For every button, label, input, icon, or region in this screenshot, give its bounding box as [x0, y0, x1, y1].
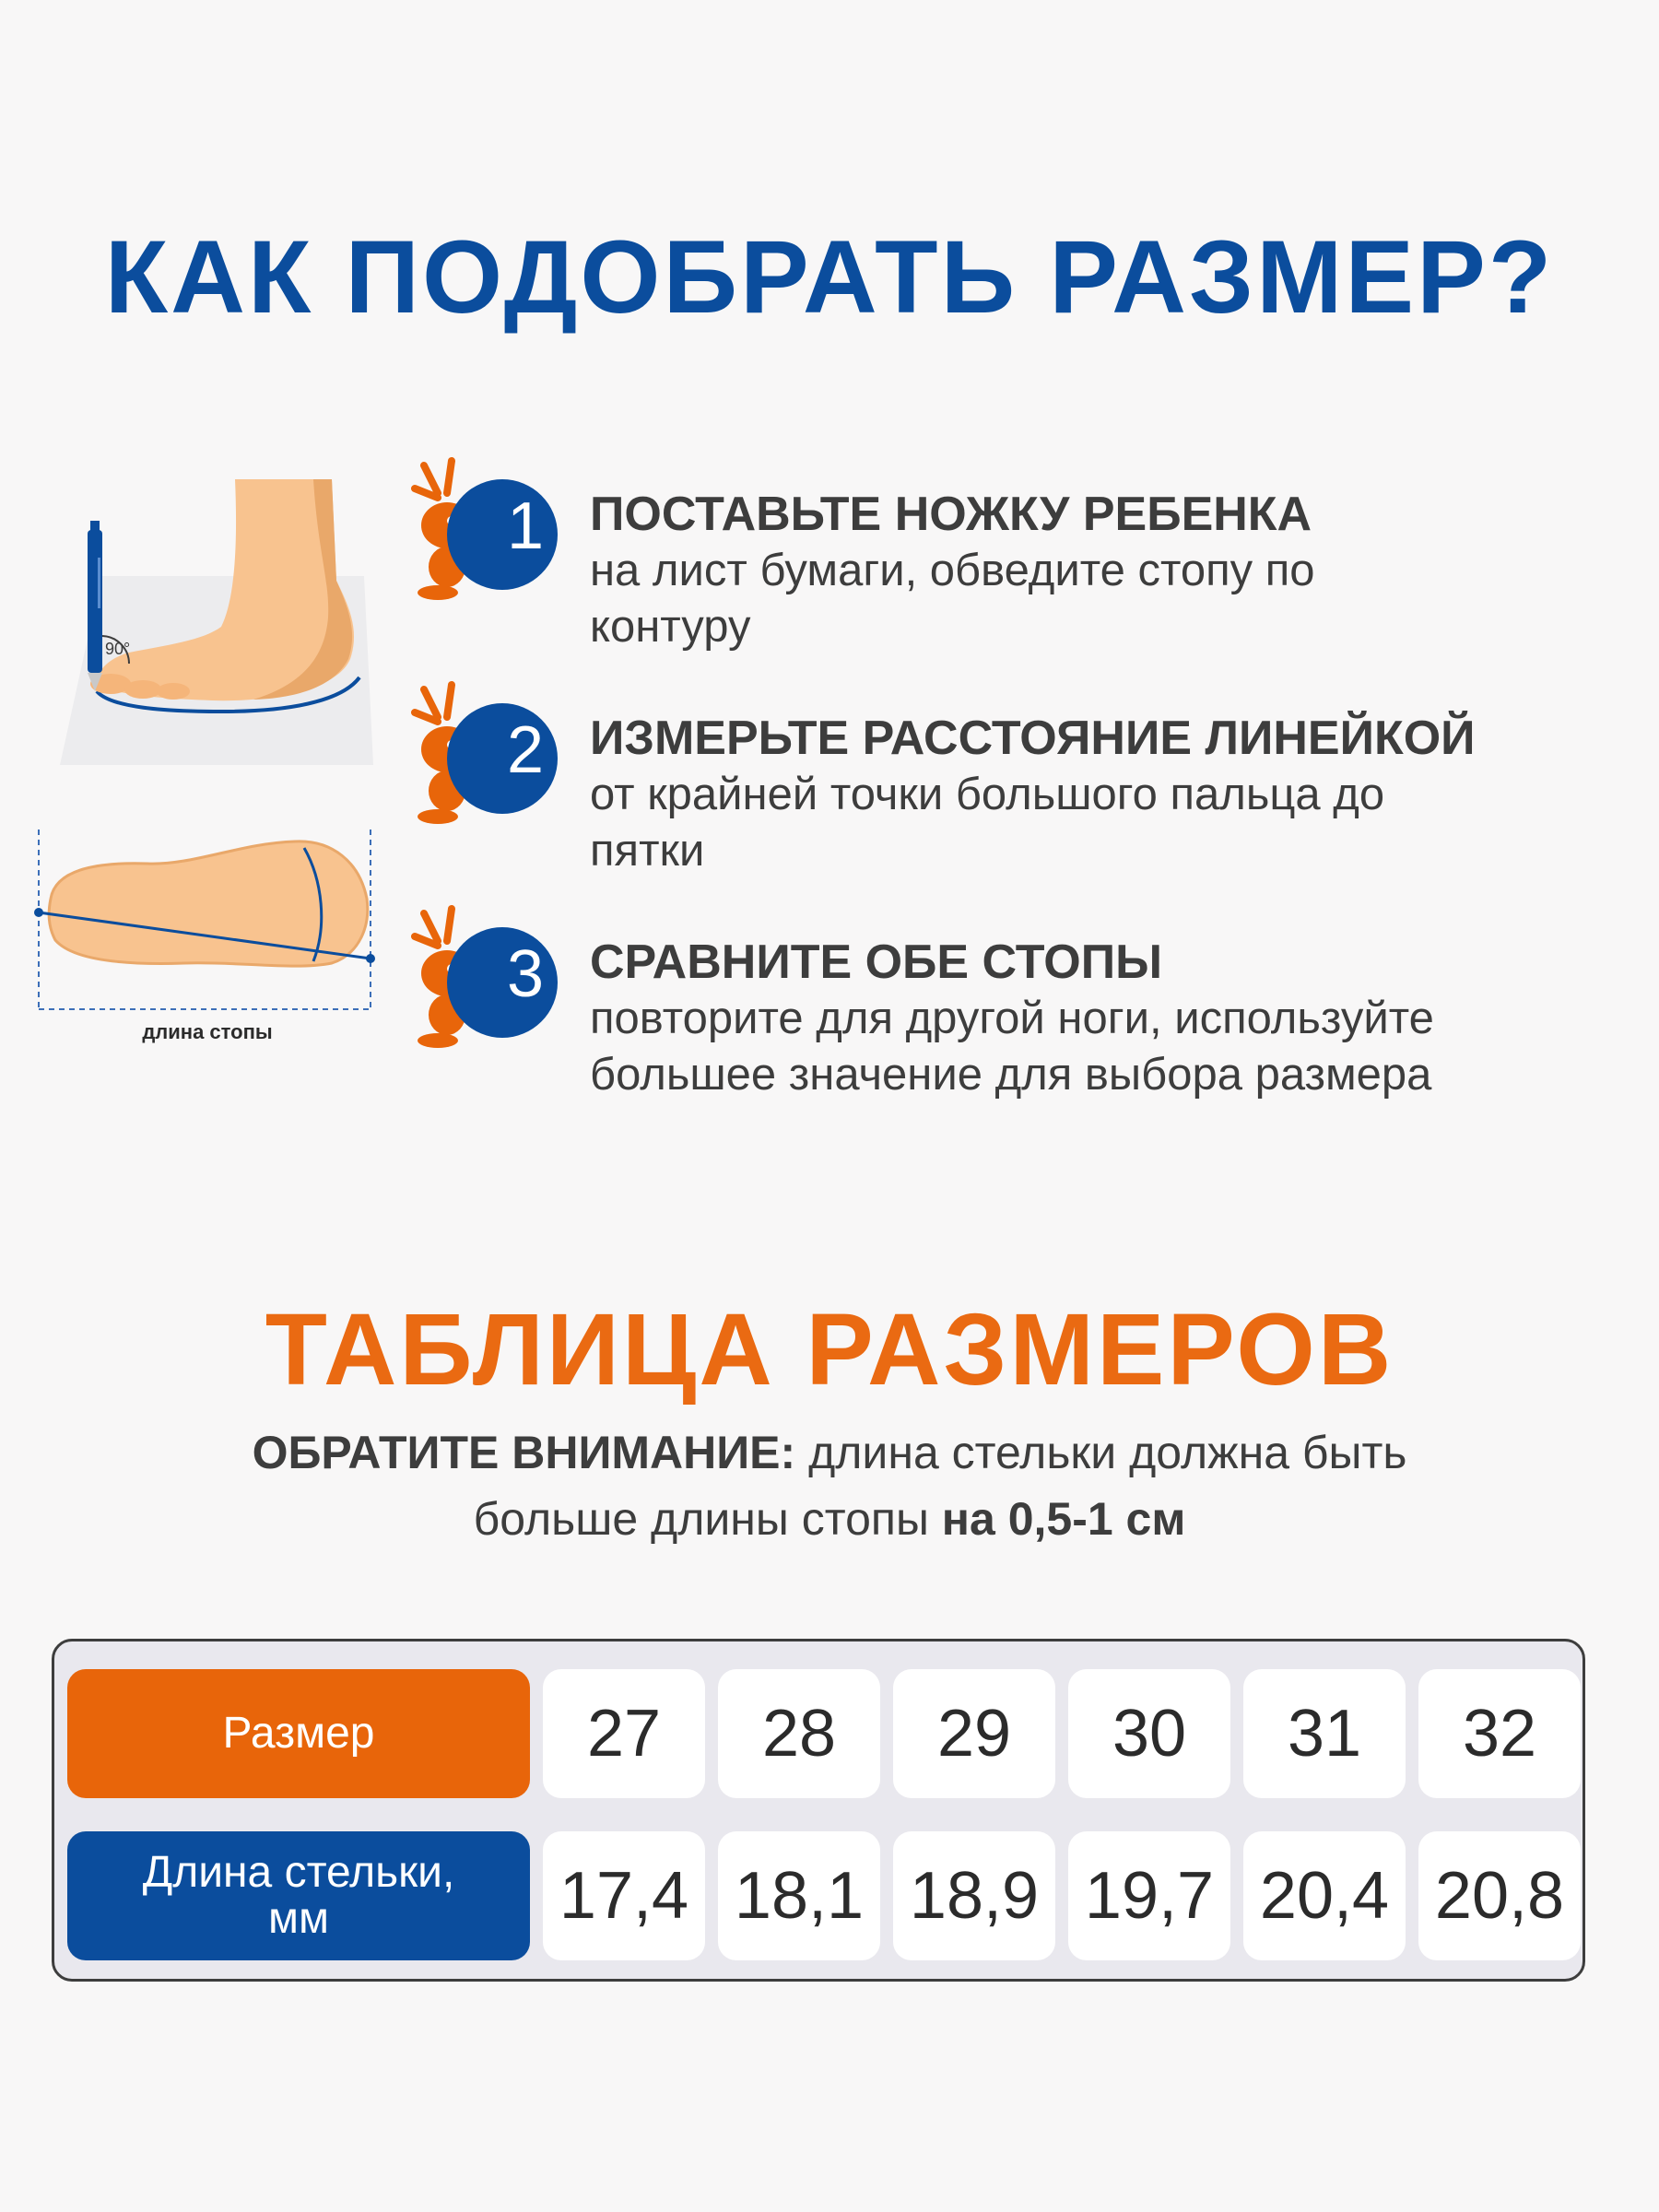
- step-number: 2: [506, 713, 545, 787]
- size-cell: 32: [1418, 1669, 1581, 1798]
- foot-length-illustration: [28, 825, 387, 1046]
- size-row-label: [67, 1669, 530, 1798]
- length-label-line1: Длина стельки,: [142, 1848, 455, 1897]
- step-title: ПОСТАВЬТЕ НОЖКУ РЕБЕНКА: [590, 488, 1312, 541]
- pen-icon: [88, 521, 102, 691]
- size-label: Размер: [222, 1709, 375, 1758]
- step-2: [406, 680, 1631, 883]
- size-table: [52, 1639, 1585, 1982]
- length-label-line2: мм: [267, 1894, 329, 1943]
- length-cell: 17,4: [543, 1831, 705, 1960]
- length-cell: 18,9: [893, 1831, 1055, 1960]
- angle-label: 90°: [105, 640, 131, 658]
- foot-on-paper-illustration: [55, 470, 378, 774]
- step-description-line2: контуру: [590, 602, 751, 652]
- step-description-line1: повторите для другой ноги, используйте: [590, 994, 1434, 1043]
- step-description-line1: от крайней точки большого пальца до: [590, 770, 1385, 819]
- attention-note: [92, 1419, 1567, 1552]
- step-number: 3: [506, 937, 545, 1011]
- step-1: [406, 456, 1631, 659]
- step-3: [406, 904, 1631, 1107]
- size-cell: 31: [1243, 1669, 1406, 1798]
- step-description-line1: на лист бумаги, обведите стопу по: [590, 546, 1315, 595]
- size-cell: 27: [543, 1669, 705, 1798]
- length-cell: 18,1: [718, 1831, 880, 1960]
- foot-length-label: длина стопы: [142, 1020, 273, 1043]
- size-table-title: ТАБЛИЦА РАЗМЕРОВ: [265, 1293, 1394, 1406]
- step-title: СРАВНИТЕ ОБЕ СТОПЫ: [590, 935, 1163, 989]
- page-title: КАК ПОДОБРАТЬ РАЗМЕР?: [104, 219, 1555, 335]
- step-number: 1: [506, 489, 545, 563]
- note-text-line2: больше длины стопы: [473, 1493, 942, 1545]
- insole-length-row-label: [67, 1831, 530, 1960]
- length-cell: 20,4: [1243, 1831, 1406, 1960]
- size-cell: 29: [893, 1669, 1055, 1798]
- note-bold-suffix: на 0,5-1 см: [941, 1493, 1186, 1545]
- note-bold-prefix: ОБРАТИТЕ ВНИМАНИЕ:: [252, 1427, 796, 1478]
- length-cell: 19,7: [1068, 1831, 1230, 1960]
- size-cell: 30: [1068, 1669, 1230, 1798]
- step-description-line2: большее значение для выбора размера: [590, 1050, 1432, 1100]
- length-cell: 20,8: [1418, 1831, 1581, 1960]
- step-description-line2: пятки: [590, 826, 705, 876]
- step-title: ИЗМЕРЬТЕ РАССТОЯНИЕ ЛИНЕЙКОЙ: [590, 712, 1476, 765]
- note-text-line1: длина стельки должна быть: [795, 1427, 1407, 1478]
- size-cell: 28: [718, 1669, 880, 1798]
